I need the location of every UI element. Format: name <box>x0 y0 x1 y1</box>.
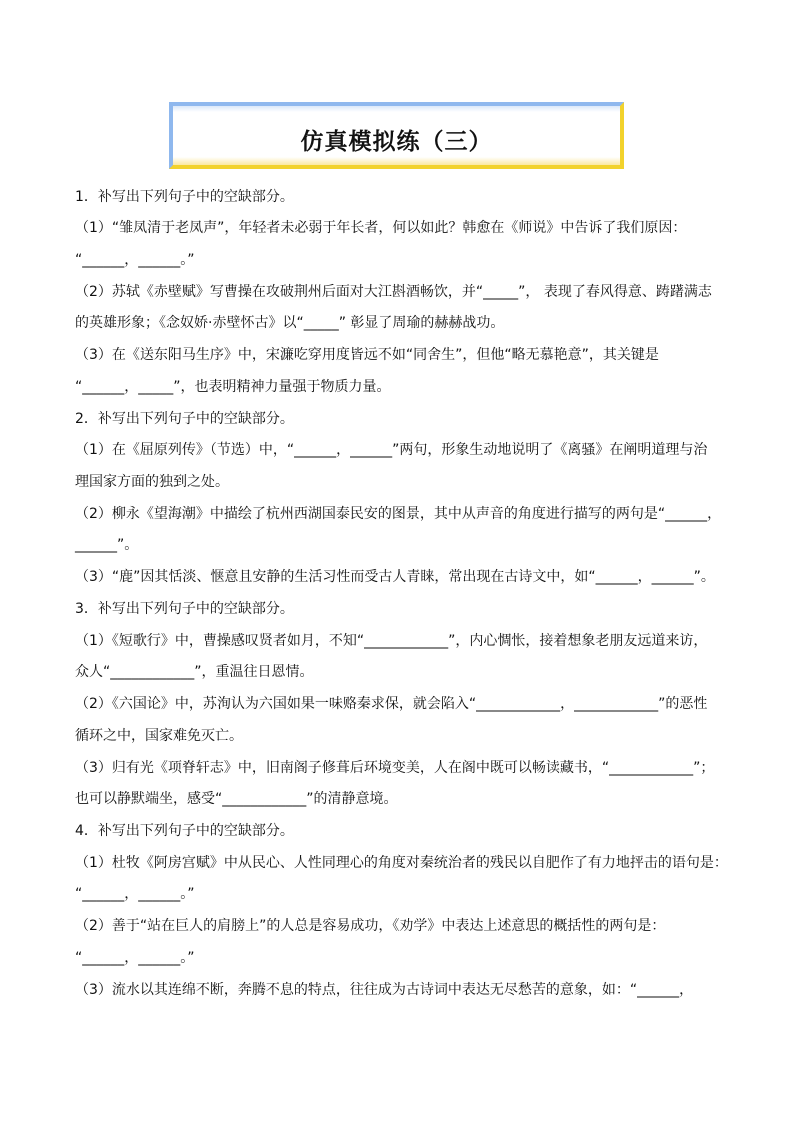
text-line: （1）在《屈原列传》（节选）中，“______，______”两句，形象生动地说明了《离骚》在阐明道理与治 <box>75 442 708 458</box>
text-line: ______”。 <box>75 537 139 553</box>
text-line: （2）柳永《望海潮》中描绘了杭州西湖国泰民安的图景，其中从声音的角度进行描写的两句是“______， <box>75 506 722 522</box>
text-line: （2）苏轼《赤壁赋》写曹操在攻破荆州后面对大江斟酒畅饮，并“_____”， 表现了春风得意、踌躇满志 <box>75 284 712 300</box>
question-3-heading: 3．补写出下列句子中的空缺部分。 <box>75 601 294 617</box>
text-line: “______，______。” <box>75 886 195 902</box>
page-title: 仿真模拟练（三） <box>300 129 493 155</box>
text-line: （1）杜牧《阿房宫赋》中从民心、人性同理心的角度对秦统治者的残民以自肥作了有力地抨击的语句是： <box>75 855 728 871</box>
text-line: （1）“雏凤清于老凤声”，年轻者未必弱于年长者，何以如此？韩愈在《师说》中告诉了我们原因： <box>75 220 687 236</box>
text-line: （1）《短歌行》中，曹操感叹贤者如月，不知“____________”，内心惆怅，接着想象老朋友远道来访， <box>75 633 708 649</box>
text-line: （3）在《送东阳马生序》中，宋濂吃穿用度皆远不如“同舍生”，但他“略无慕艳意”，其关键是 <box>75 347 659 363</box>
text-line: （3）归有光《项脊轩志》中，旧南阁子修葺后环境变美，人在阁中既可以畅读藏书，“____________”； <box>75 760 715 776</box>
question-4-heading: 4．补写出下列句子中的空缺部分。 <box>75 823 294 839</box>
text-line: 循环之中，国家难免灭亡。 <box>75 728 243 744</box>
text-line: 众人“____________”，重温往日恩情。 <box>75 664 314 680</box>
text-line: “______，_____”，也表明精神力量强于物质力量。 <box>75 379 391 395</box>
text-line: （3）流水以其连绵不断，奔腾不息的特点，往往成为古诗词中表达无尽愁苦的意象，如：“______， <box>75 982 694 998</box>
text-line: 也可以静默端坐，感受“____________”的清静意境。 <box>75 791 398 807</box>
text-line: （2）善于“站在巨人的肩膀上”的人总是容易成功，《劝学》中表达上述意思的概括性的两句是： <box>75 918 666 934</box>
text-line: （2）《六国论》中，苏洵认为六国如果一味赂秦求保，就会陷入“____________，____________”的恶性 <box>75 696 708 712</box>
text-line: “______，______。” <box>75 950 195 966</box>
text-line: 的英雄形象；《念奴娇·赤壁怀古》以“_____” 彰显了周瑜的赫赫战功。 <box>75 315 505 331</box>
text-line: （3）“鹿”因其恬淡、惬意且安静的生活习性而受古人青睐，常出现在古诗文中，如“______，______”。 <box>75 569 715 585</box>
text-line: 理国家方面的独到之处。 <box>75 474 229 490</box>
title-banner <box>169 102 624 169</box>
text-line: “______，______。” <box>75 252 195 268</box>
question-2-heading: 2．补写出下列句子中的空缺部分。 <box>75 411 294 427</box>
question-1-heading: 1．补写出下列句子中的空缺部分。 <box>75 189 294 205</box>
